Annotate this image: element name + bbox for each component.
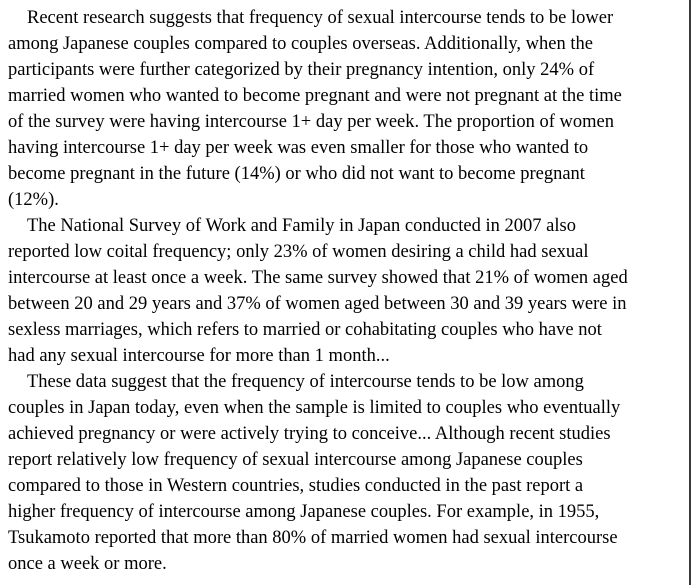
paragraph-line: among Japanese couples compared to couples overseas. Additionally, when the <box>8 34 593 54</box>
paragraph-line: (12%). <box>8 190 59 210</box>
paragraph-line: having intercourse 1+ day per week was even smaller for those who wanted to <box>8 138 589 158</box>
paragraph-line: higher frequency of intercourse among Japanese couples. For example, in 1955, <box>8 502 600 522</box>
document-text <box>8 5 683 577</box>
paragraph-line: report relatively low frequency of sexual intercourse among Japanese couples <box>8 450 583 470</box>
paragraph-1 <box>8 5 683 213</box>
paragraph-line: compared to those in Western countries, studies conducted in the past report a <box>8 476 584 496</box>
paragraph-line: Recent research suggests that frequency of sexual intercourse tends to be lower <box>27 8 614 28</box>
paragraph-line: between 20 and 29 years and 37% of women aged between 30 and 39 years were in <box>8 294 627 314</box>
paragraph-line: participants were further categorized by their pregnancy intention, only 24% of <box>8 60 595 80</box>
paragraph-line: sexless marriages, which refers to married or cohabitating couples who have not <box>8 320 602 340</box>
paragraph-line: married women who wanted to become pregnant and were not pregnant at the time <box>8 86 622 106</box>
paragraph-line: These data suggest that the frequency of intercourse tends to be low among <box>27 372 584 392</box>
paragraph-3 <box>8 369 683 577</box>
paragraph-line: intercourse at least once a week. The same survey showed that 21% of women aged <box>8 268 628 288</box>
paragraph-2 <box>8 213 683 369</box>
paragraph-line: reported low coital frequency; only 23% of women desiring a child had sexual <box>8 242 589 262</box>
paragraph-line: Tsukamoto reported that more than 80% of married women had sexual intercourse <box>8 528 618 548</box>
paragraph-line: achieved pregnancy or were actively trying to conceive... Although recent studies <box>8 424 611 444</box>
paragraph-line: The National Survey of Work and Family in Japan conducted in 2007 also <box>27 216 576 236</box>
paragraph-line: of the survey were having intercourse 1+ day per week. The proportion of women <box>8 112 615 132</box>
paragraph-line: couples in Japan today, even when the sample is limited to couples who eventually <box>8 398 621 418</box>
paragraph-line: once a week or more. <box>8 554 167 574</box>
paragraph-line: had any sexual intercourse for more than 1 month... <box>8 346 390 366</box>
paragraph-line: become pregnant in the future (14%) or who did not want to become pregnant <box>8 164 585 184</box>
